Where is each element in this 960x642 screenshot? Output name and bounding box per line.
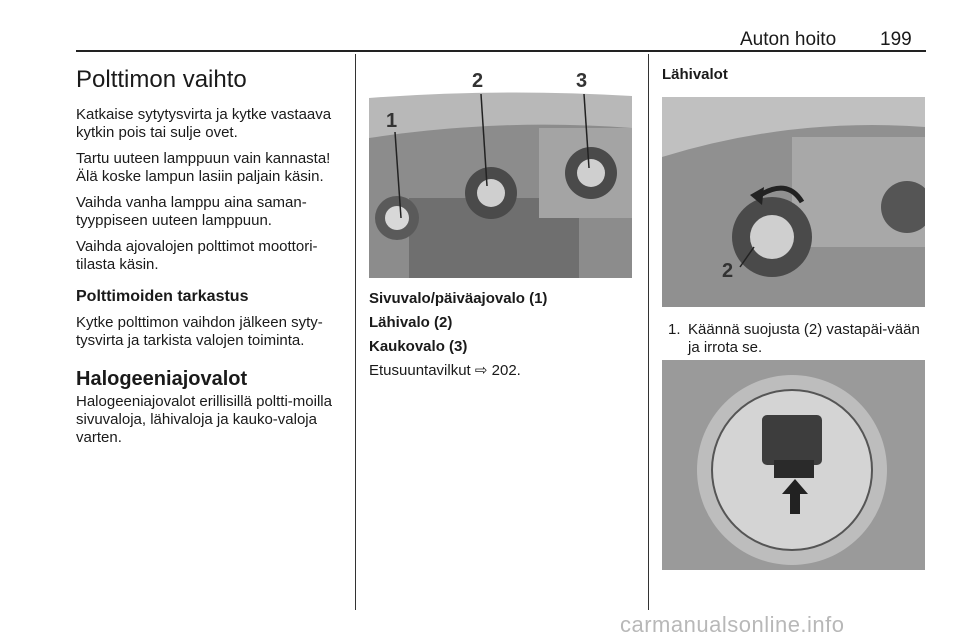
caption: Kaukovalo (3)	[369, 338, 468, 355]
subsection-heading: Halogeeniajovalot	[76, 368, 248, 390]
column-divider-2	[648, 54, 649, 610]
reference-text: Etusuuntavilkut	[369, 362, 471, 379]
caption: Lähivalo (2)	[369, 314, 453, 331]
section-heading: Polttimon vaihto	[76, 66, 247, 93]
step-text: Käännä suojusta (2) vastapäi-vään ja irrota se.	[688, 321, 920, 356]
figure-label-1: 1	[386, 110, 398, 132]
instruction-step	[668, 321, 924, 357]
cross-reference	[369, 362, 639, 380]
subsection-heading: Polttimoiden tarkastus	[76, 288, 249, 305]
running-header-title: Auton hoito	[740, 29, 837, 50]
page-number: 199	[880, 29, 912, 50]
column-divider-1	[355, 54, 356, 610]
step-number: 1.	[668, 321, 681, 338]
caption: Sivuvalo/päiväajovalo (1)	[369, 290, 548, 307]
figure-label-3: 3	[576, 70, 588, 92]
section-heading: Lähivalot	[662, 66, 728, 83]
column-2-captions	[369, 290, 639, 380]
headlight-bulbs-figure	[369, 68, 632, 278]
column-1	[76, 66, 348, 447]
watermark: carmanualsonline.info	[620, 612, 845, 637]
paragraph: Katkaise sytytysvirta ja kytke vastaava kytkin pois tai sulje ovet.	[76, 106, 332, 141]
paragraph: Tartu uuteen lamppuun vain kannasta! Älä koske lampun lasiin paljain käsin.	[76, 150, 331, 185]
paragraph: Vaihda vanha lamppu aina saman-tyyppiseen uuteen lamppuun.	[76, 194, 307, 229]
figure-label-2: 2	[472, 70, 484, 92]
paragraph: Vaihda ajovalojen polttimot moottori-tilasta käsin.	[76, 238, 318, 273]
bulb-removal-figure	[662, 360, 925, 570]
paragraph: Kytke polttimon vaihdon jälkeen syty-tysvirta ja tarkista valojen toiminta.	[76, 314, 323, 349]
arrow-icon: ⇨	[474, 362, 488, 379]
reference-page: 202.	[491, 362, 521, 379]
low-beam-cover-figure	[662, 97, 925, 307]
paragraph: Halogeeniajovalot erillisillä poltti-moilla sivuvaloja, lähivaloja ja kauko-valoja varten.	[76, 393, 332, 446]
figure-label-2: 2	[722, 260, 734, 282]
header-rule	[76, 50, 926, 52]
